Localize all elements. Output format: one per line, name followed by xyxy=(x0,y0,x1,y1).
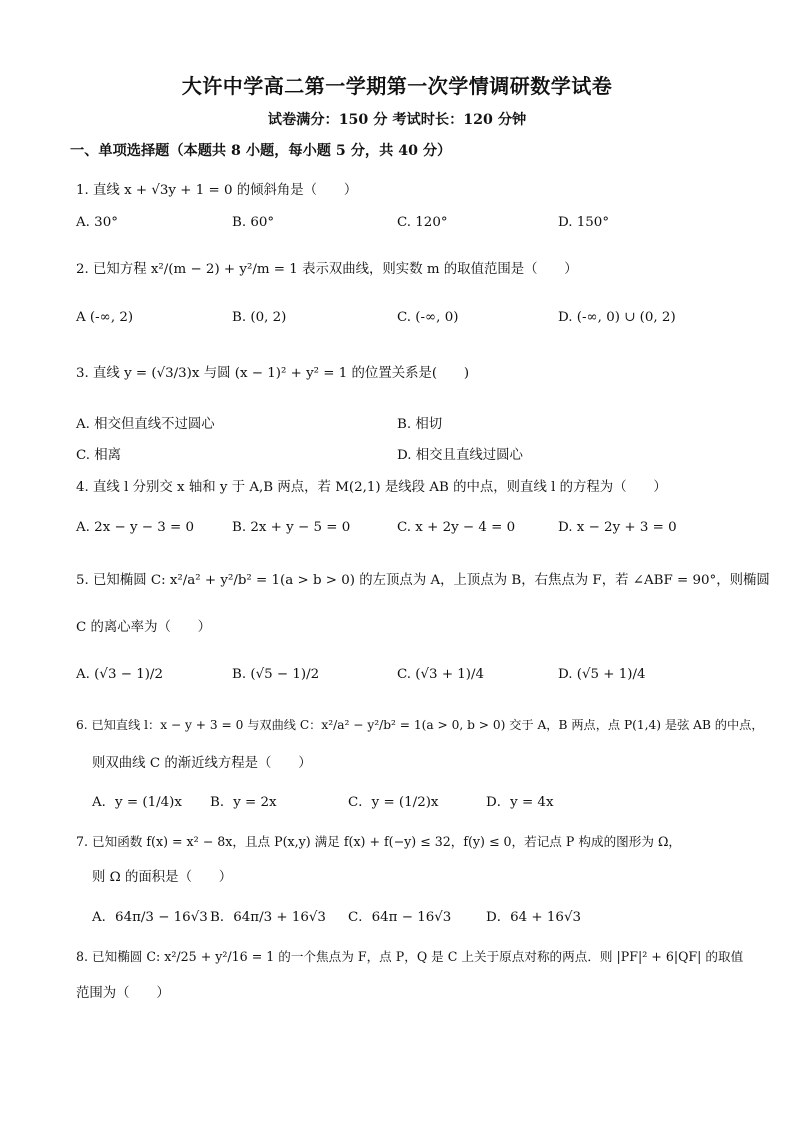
question-8-stem-line-2: 范围为（ ） xyxy=(76,986,170,1001)
question-5-option-b: B. (√5 − 1)/2 xyxy=(232,667,320,682)
question-7-stem-line-1: 7. 已知函数 f(x) = x² − 8x，且点 P(x,y) 满足 f(x) + f(−y) ≤ 32，f(y) ≤ 0，若记点 P 构成的图形为 Ω， xyxy=(76,834,681,849)
question-6-option-d: D．y = 4x xyxy=(486,795,554,810)
question-6-option-c: C．y = (1/2)x xyxy=(348,795,439,810)
question-5-stem-line-2: C 的离心率为（ ） xyxy=(76,620,212,635)
question-3-stem: 3. 直线 y = (√3/3)x 与圆 (x − 1)² + y² = 1 的位置关系是( ) xyxy=(76,366,470,381)
question-3-option-b: B. 相切 xyxy=(397,417,443,432)
question-2-option-d: D. (-∞, 0) ∪ (0, 2) xyxy=(558,310,676,325)
question-5-option-c: C. (√3 + 1)/4 xyxy=(397,667,485,682)
question-2-stem: 2. 已知方程 x²/(m − 2) + y²/m = 1 表示双曲线，则实数 m 的取值范围是（ ） xyxy=(76,262,578,277)
question-1-option-c: C. 120° xyxy=(397,215,448,230)
exam-info: 试卷满分：150 分 考试时长：120 分钟 xyxy=(267,112,527,128)
question-4-stem: 4. 直线 l 分别交 x 轴和 y 于 A,B 两点，若 M(2,1) 是线段 AB 的中点，则直线 l 的方程为（ ） xyxy=(76,480,667,495)
question-1-option-b: B. 60° xyxy=(232,215,275,230)
question-4-option-c: C. x + 2y − 4 = 0 xyxy=(397,520,516,535)
question-1-option-a: A. 30° xyxy=(76,215,118,230)
question-2-option-b: B. (0, 2) xyxy=(232,310,287,325)
question-3-option-c: C. 相离 xyxy=(76,448,122,463)
question-8-stem-line-1: 8. 已知椭圆 C: x²/25 + y²/16 = 1 的一个焦点为 F，点 P，Q 是 C 上关于原点对称的两点．则 |PF|² + 6|QF| 的取值 xyxy=(76,949,744,964)
question-7-option-d: D．64 + 16√3 xyxy=(486,910,581,925)
question-6-option-a: A．y = (1/4)x xyxy=(92,795,182,810)
question-6-stem-line-1: 6. 已知直线 l：x − y + 3 = 0 与双曲线 C：x²/a² − y²/b² = 1(a > 0, b > 0) 交于 A，B 两点，点 P(1,4) 是弦 AB 的中点， xyxy=(76,718,764,732)
question-3-option-d: D. 相交且直线过圆心 xyxy=(397,448,523,463)
question-4-option-d: D. x − 2y + 3 = 0 xyxy=(558,520,677,535)
question-6-stem-line-2: 则双曲线 C 的渐近线方程是（ ） xyxy=(92,756,312,771)
question-7-stem-line-2: 则 Ω 的面积是（ ） xyxy=(92,870,233,885)
question-2-option-a: A (-∞, 2) xyxy=(76,310,134,325)
section-heading: 一、单项选择题（本题共 8 小题，每小题 5 分，共 40 分） xyxy=(70,143,452,159)
question-1-stem: 1. 直线 x + √3y + 1 = 0 的倾斜角是（ ） xyxy=(76,183,358,198)
question-5-stem-line-1: 5. 已知椭圆 C: x²/a² + y²/b² = 1(a > b > 0) 的左顶点为 A，上顶点为 B，右焦点为 F，若 ∠ABF = 90°，则椭圆 xyxy=(76,573,770,588)
question-3-option-a: A. 相交但直线不过圆心 xyxy=(76,417,215,432)
question-5-option-a: A. (√3 − 1)/2 xyxy=(76,667,163,682)
question-4-option-b: B. 2x + y − 5 = 0 xyxy=(232,520,351,535)
question-1-option-d: D. 150° xyxy=(558,215,610,230)
question-4-option-a: A. 2x − y − 3 = 0 xyxy=(76,520,195,535)
question-5-option-d: D. (√5 + 1)/4 xyxy=(558,667,646,682)
question-6-option-b: B．y = 2x xyxy=(210,795,277,810)
question-7-option-b: B．64π/3 + 16√3 xyxy=(210,910,326,925)
page-title: 大许中学高二第一学期第一次学情调研数学试卷 xyxy=(181,74,613,98)
question-7-option-c: C．64π − 16√3 xyxy=(348,910,452,925)
question-7-option-a: A．64π/3 − 16√3 xyxy=(92,910,208,925)
question-2-option-c: C. (-∞, 0) xyxy=(397,310,459,325)
